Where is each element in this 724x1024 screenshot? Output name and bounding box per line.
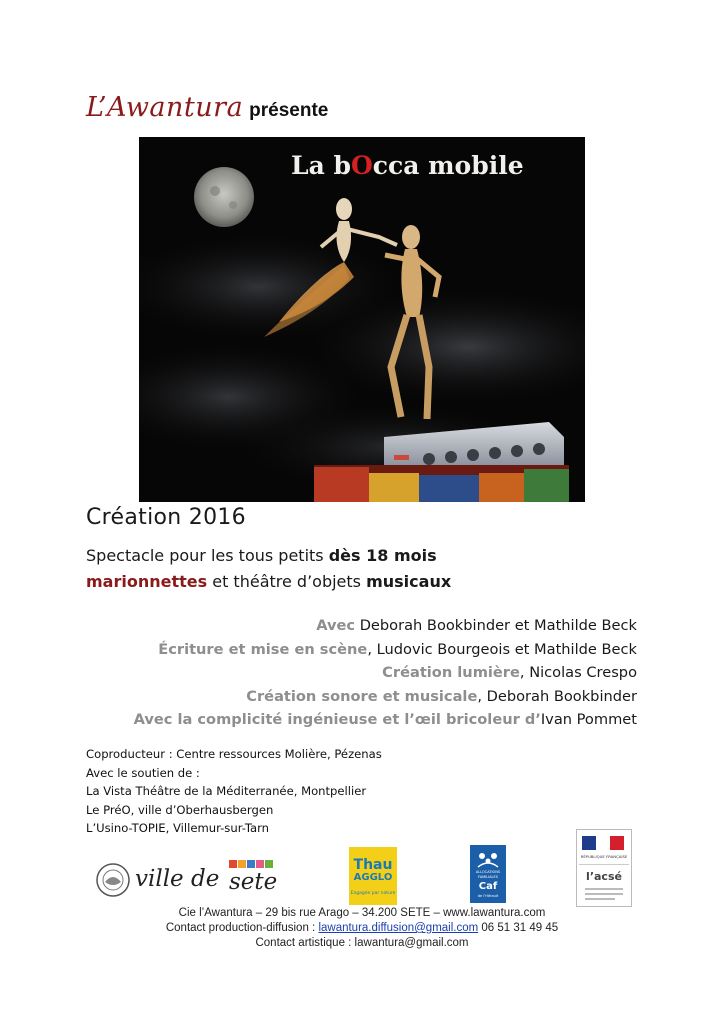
credit-line: Avec Deborah Bookbinder et Mathilde Beck — [316, 617, 637, 634]
genre-line: marionnettes et théâtre d’objets musicaux — [86, 572, 452, 591]
moon-icon — [194, 167, 254, 227]
presents-label: présente — [249, 100, 329, 121]
poster-image — [139, 137, 585, 502]
thau-agglo-logo: Thau AGGLO Engagée par nature — [349, 847, 397, 905]
artistic-contact: Contact artistique : lawantura@gmail.com — [255, 937, 469, 949]
credit-line: Création sonore et musicale, Deborah Bookbinder — [246, 687, 637, 705]
french-flag-icon — [582, 836, 624, 850]
credit-line: Création lumière, Nicolas Crespo — [382, 664, 637, 681]
acse-logo: RÉPUBLIQUE FRANÇAISE l’acsé — [576, 829, 632, 907]
creation-year: Création 2016 — [86, 505, 246, 530]
support-line: Le PréO, ville d’Oberhausbergen — [86, 802, 274, 817]
production-email-link[interactable]: lawantura.diffusion@gmail.com — [318, 922, 479, 934]
company-name: L’Awantura — [86, 92, 244, 123]
support-list — [86, 745, 382, 838]
credit-line: Avec la complicité ingénieuse et l’œil bricoleur d’Ivan Pommet — [133, 711, 637, 728]
audience-line: Spectacle pour les tous petits dès 18 mois — [86, 546, 437, 565]
partner-logos — [0, 826, 724, 906]
seal-icon — [95, 862, 131, 898]
header — [86, 92, 328, 132]
support-line: Avec le soutien de : — [86, 765, 200, 780]
ville-de-sete-logo: ville de sete — [95, 860, 275, 900]
caf-logo: ALLOCATIONS FAMILIALES Caf de l’Hérault — [470, 845, 506, 903]
family-icon — [470, 849, 506, 869]
support-line: Coproducteur : Centre ressources Molière, Pézenas — [86, 747, 382, 761]
credits-list — [134, 614, 637, 732]
support-line: L’Usino-TOPIE, Villemur-sur-Tarn — [86, 821, 270, 836]
painted-box — [314, 465, 569, 502]
footer-contact — [0, 906, 724, 951]
poster-illustration — [139, 137, 585, 502]
address-line: Cie l’Awantura – 29 bis rue Arago – 34.200 SETE – www.lawantura.com — [178, 907, 546, 919]
credit-line: Écriture et mise en scène, Ludovic Bourgeois et Mathilde Beck — [158, 640, 637, 658]
support-line: La Vista Théâtre de la Méditerranée, Montpellier — [86, 784, 367, 799]
poster-title: La bOcca mobile — [291, 151, 524, 180]
production-contact: Contact production-diffusion : lawantura.diffusion@gmail.com 06 51 31 49 45 — [165, 922, 559, 934]
